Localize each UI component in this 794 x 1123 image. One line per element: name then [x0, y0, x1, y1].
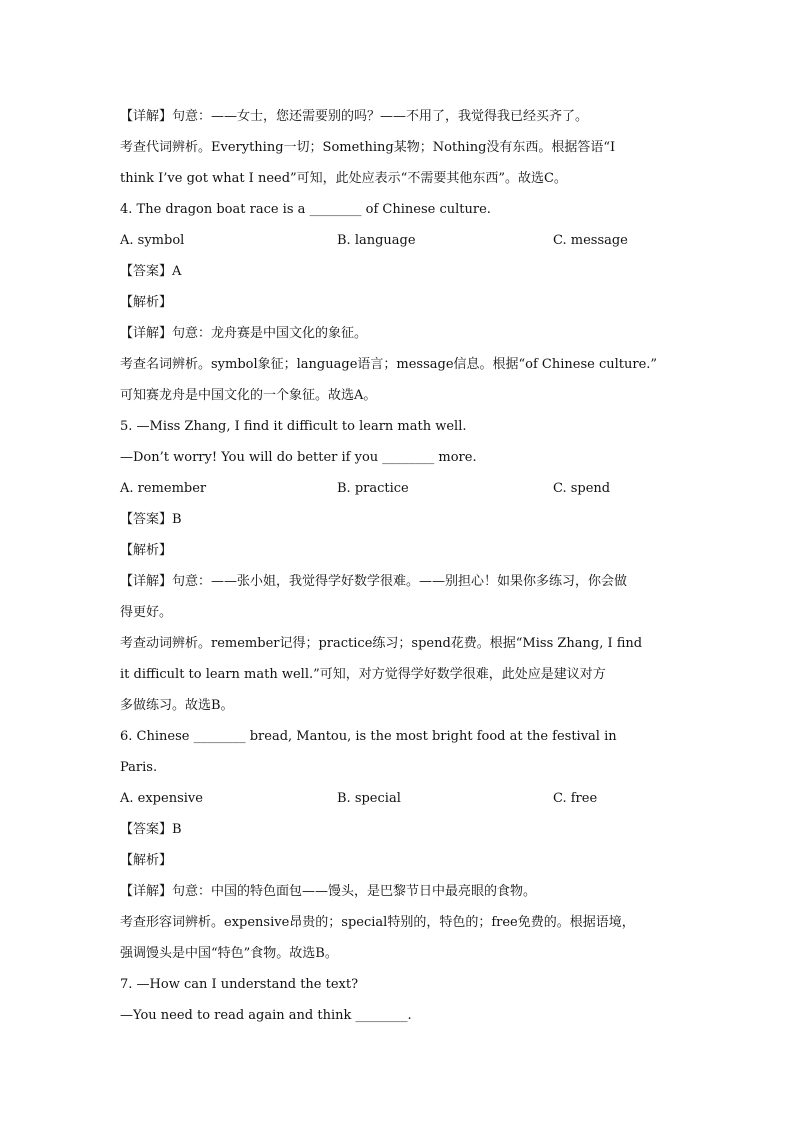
option-c: C. message: [553, 233, 628, 248]
text-line: 考查代词辨析。Everything一切；Something某物；Nothing没有东西。根据答语“I: [120, 140, 616, 155]
options-row: [120, 783, 680, 814]
options-row: [120, 225, 680, 256]
text-line: 考查动词辨析。remember记得；practice练习；spend花费。根据“Miss Zhang, I find: [120, 636, 643, 651]
text-line: —You need to read again and think ________.: [120, 1008, 412, 1023]
option-b: B. language: [337, 233, 416, 248]
text-line: 【详解】句意：中国的特色面包——馒头，是巴黎节日中最亮眼的食物。: [120, 884, 537, 899]
text-line: 考查形容词辨析。expensive昂贵的；special特别的，特色的；free免费的。根据语境，: [120, 915, 635, 930]
option-c: C. free: [553, 791, 598, 806]
document-body: [120, 101, 680, 1031]
text-line: 考查名词辨析。symbol象征；language语言；message信息。根据“of Chinese culture.”: [120, 357, 658, 372]
text-line: 【详解】句意：龙舟赛是中国文化的象征。: [120, 326, 368, 341]
option-a: A. symbol: [120, 233, 185, 248]
answer-label: 【答案】B: [120, 822, 182, 837]
text-line: 【详解】句意：——张小姐，我觉得学好数学很难。——别担心！如果你多练习，你会做: [120, 574, 628, 589]
question-6: 6. Chinese ________ bread, Mantou, is the most bright food at the festival in: [120, 729, 617, 744]
option-b: B. special: [337, 791, 401, 806]
analysis-label: 【解析】: [120, 853, 173, 868]
text-line: it difficult to learn math well.”可知，对方觉得学好数学很难，此处应是建议对方: [120, 667, 606, 682]
text-line: think I’ve got what I need”可知，此处应表示“不需要其他东西”。故选C。: [120, 171, 567, 186]
analysis-label: 【解析】: [120, 295, 173, 310]
option-b: B. practice: [337, 481, 409, 496]
option-c: C. spend: [553, 481, 611, 496]
answer-label: 【答案】A: [120, 264, 182, 279]
text-line: 【详解】句意：——女士，您还需要别的吗？——不用了，我觉得我已经买齐了。: [120, 109, 589, 124]
question-7: 7. —How can I understand the text?: [120, 977, 359, 992]
analysis-label: 【解析】: [120, 543, 173, 558]
text-line: 可知赛龙舟是中国文化的一个象征。故选A。: [120, 388, 377, 403]
option-a: A. remember: [120, 481, 207, 496]
text-line: —Don’t worry! You will do better if you ________ more.: [120, 450, 477, 465]
question-5: 5. —Miss Zhang, I find it difficult to learn math well.: [120, 419, 467, 434]
answer-label: 【答案】B: [120, 512, 182, 527]
question-4: 4. The dragon boat race is a ________ of Chinese culture.: [120, 202, 491, 217]
text-line: Paris.: [120, 760, 158, 775]
text-line: 强调馒头是中国“特色”食物。故选B。: [120, 946, 338, 961]
options-row: [120, 473, 680, 504]
text-line: 多做练习。故选B。: [120, 698, 234, 713]
text-line: 得更好。: [120, 605, 173, 620]
option-a: A. expensive: [120, 791, 203, 806]
